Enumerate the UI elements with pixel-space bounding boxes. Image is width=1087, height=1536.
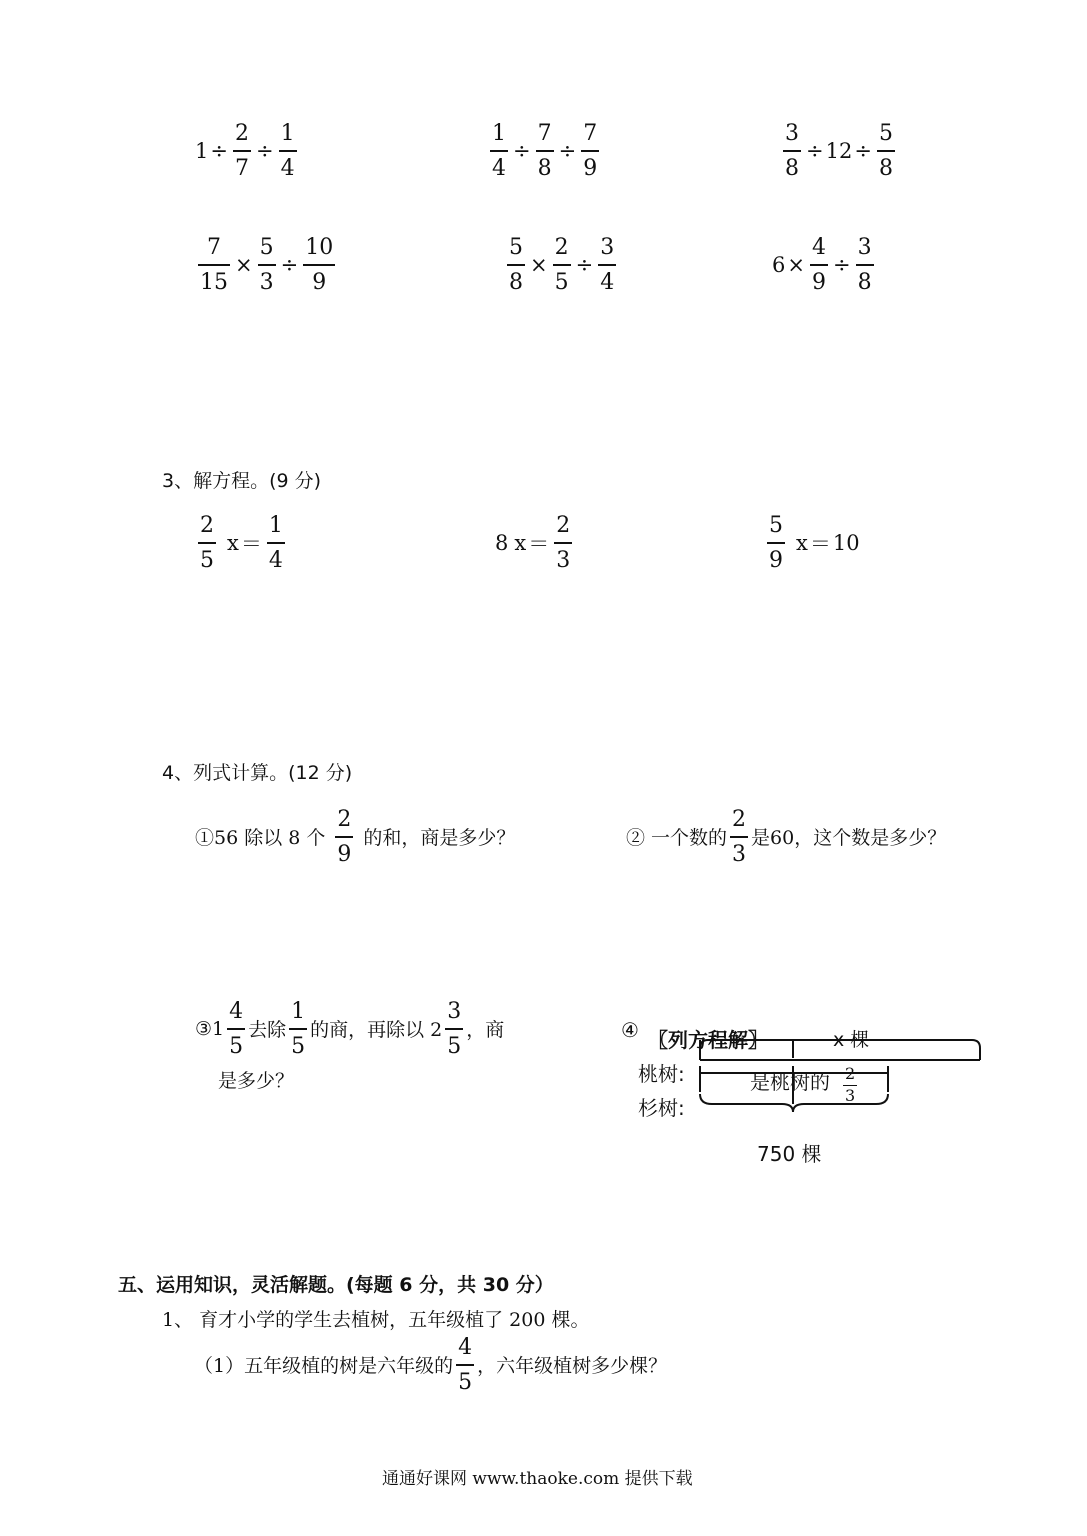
section4-title: 4、列式计算。(12 分) — [162, 762, 353, 784]
section5-title: 五、运用知识，灵活解题。(每题 6 分，共 30 分） — [118, 1274, 554, 1296]
fraction: $\frac{1}{4}$ — [492, 121, 506, 181]
equation-1: $\frac{2}{5}$ x ＝ $\frac{1}{4}$ — [200, 513, 283, 573]
equation-2: 8 x ＝ $\frac{2}{3}$ — [495, 513, 571, 573]
calc-question-1: ①56 除以 8 个 $\frac{2}{9}$ 的和，商是多少？ — [195, 807, 516, 867]
fraction: $\frac{4}{5}$ — [458, 1335, 473, 1395]
footer-text: 通通好课网 www.thaoke.com 提供下载 — [382, 1469, 693, 1489]
expr-r2c3: 6 × $\frac{4}{9}$ ÷ $\frac{3}{8}$ — [772, 235, 872, 295]
q4-number: ④ — [621, 1018, 639, 1042]
q4-method-label: 〖列方程解〗 — [648, 1028, 768, 1052]
fraction: $\frac{5}{8}$ — [878, 121, 893, 181]
calc-question-3: ③1 $\frac{4}{5}$ 去除 $\frac{1}{5}$ 的商，再除以 2 $\frac{3}{5}$ ，商 — [195, 999, 505, 1059]
fraction: $\frac{4}{5}$ — [229, 999, 244, 1059]
problem-1-text: 1、 育才小学的学生去植树，五年级植了 200 棵。 — [162, 1309, 590, 1331]
expr-r2c2: $\frac{5}{8}$ × $\frac{2}{5}$ ÷ $\frac{3}{4}$ — [509, 235, 615, 295]
fraction: $\frac{2}{9}$ — [337, 807, 352, 867]
fraction: $\frac{7}{8}$ — [537, 121, 552, 181]
fraction: $\frac{2}{5}$ — [200, 513, 214, 573]
q4-x-label: x 棵 — [833, 1029, 870, 1051]
fraction: $\frac{3}{8}$ — [785, 121, 799, 181]
fraction: $\frac{3}{5}$ — [447, 999, 462, 1059]
expr-r1c2: $\frac{1}{4}$ ÷ $\frac{7}{8}$ ÷ $\frac{7}{9}$ — [492, 121, 598, 181]
q4-ratio-text: 是桃树的 — [750, 1070, 830, 1094]
fraction: $\frac{2}{3}$ — [556, 513, 571, 573]
fraction: $\frac{2}{5}$ — [554, 235, 569, 295]
expr-r1c3: $\frac{3}{8}$ ÷ 12 ÷ $\frac{5}{8}$ — [785, 121, 893, 181]
section3-title: 3、解方程。(9 分) — [162, 470, 322, 492]
expr-r1c1: 1 ÷ $\frac{2}{7}$ ÷ $\frac{1}{4}$ — [195, 121, 295, 181]
problem-1-sub-1: （1）五年级植的树是六年级的 $\frac{4}{5}$ ，六年级植树多少棵？ — [194, 1335, 668, 1395]
q4-fir-label: 杉树: — [638, 1096, 685, 1120]
fraction: $\frac{1}{4}$ — [268, 513, 283, 573]
fraction: $\frac{3}{4}$ — [600, 235, 615, 295]
fraction: $\frac{7}{15}$ — [200, 235, 228, 295]
fraction: $\frac{2}{7}$ — [234, 121, 249, 181]
fraction: $\frac{3}{8}$ — [857, 235, 872, 295]
q4-ratio-fraction: $\frac{2}{3}$ — [845, 1064, 856, 1105]
equation-3: $\frac{5}{9}$ x ＝ 10 — [769, 513, 860, 573]
fraction: $\frac{1}{4}$ — [280, 121, 295, 181]
q4-total-label: 750 棵 — [757, 1142, 822, 1166]
fraction: $\frac{2}{3}$ — [732, 807, 747, 867]
expr-r2c1: $\frac{7}{15}$ × $\frac{5}{3}$ ÷ $\frac{10}{9}$ — [200, 235, 334, 295]
fraction: $\frac{4}{9}$ — [811, 235, 826, 295]
calc-question-3-line2: 是多少？ — [218, 1070, 295, 1092]
fraction: $\frac{5}{3}$ — [259, 235, 274, 295]
fraction: $\frac{5}{9}$ — [769, 513, 783, 573]
calc-question-2: ② 一个数的 $\frac{2}{3}$ 是60，这个数是多少？ — [626, 807, 947, 867]
q4-peach-label: 桃树: — [638, 1062, 685, 1086]
fraction: $\frac{5}{8}$ — [509, 235, 523, 295]
fraction: $\frac{1}{5}$ — [291, 999, 306, 1059]
fraction: $\frac{10}{9}$ — [305, 235, 334, 295]
fraction: $\frac{7}{9}$ — [583, 121, 598, 181]
